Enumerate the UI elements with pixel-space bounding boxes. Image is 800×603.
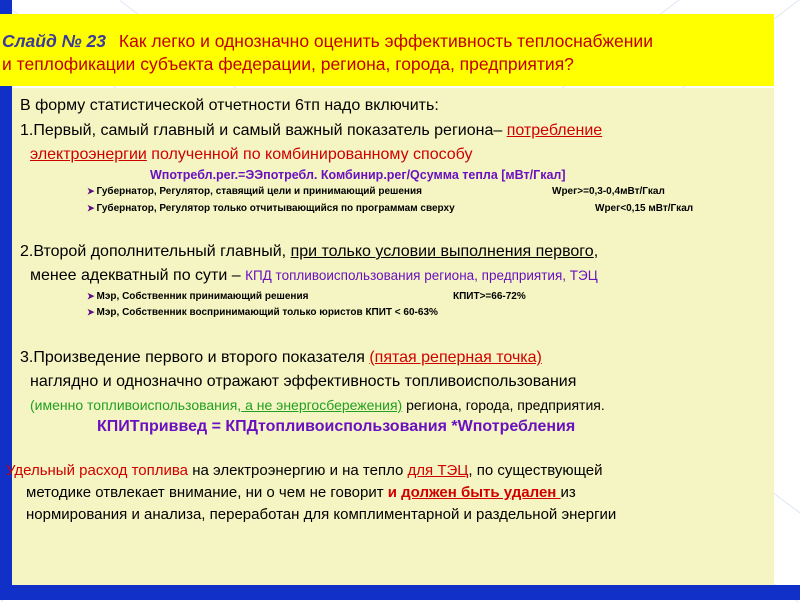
point-4-line-2: [26, 484, 576, 501]
p1-highlight: потребление: [506, 122, 603, 139]
p3-text-3: региона, города, предприятия.: [402, 397, 605, 413]
point-1-line-2: [30, 146, 472, 164]
p2-bullet-2-text: Мэр, Собственник воспринимающий только юристов КПИТ < 60-63%: [96, 307, 438, 318]
title-line-1: [2, 31, 653, 52]
point-4-line-1: [6, 462, 603, 479]
p2-highlight: КПД топливоиспользования региона, предприятия, ТЭЦ: [245, 268, 598, 283]
p1-text-2: полученной по комбинированному способу: [146, 146, 473, 163]
p1-bullet-1: [87, 186, 422, 197]
p1-highlight-2: электроэнергии: [30, 146, 147, 163]
p4-highlight: должен быть удален: [401, 484, 561, 501]
bullet-arrow-icon: ➤: [87, 186, 95, 196]
bullet-arrow-icon: ➤: [87, 291, 95, 301]
point-1-line-1: [20, 122, 602, 140]
p1-bullet-1-value: Wрег>=0,3-0,4мВт/Гкал: [552, 186, 665, 197]
point-3-line-1: [20, 349, 542, 367]
p1-text: 1.Первый, самый главный и самый важный показатель региона–: [20, 122, 507, 139]
p3-highlight: (пятая реперная точка): [369, 349, 542, 366]
content-panel: [6, 88, 774, 585]
p2-bullet-1-text: Мэр, Собственник принимающий решения: [96, 291, 309, 302]
p4-underlined: для ТЭЦ: [407, 462, 469, 479]
p4-text-3: методике отвлекает внимание, ни о чем не говорит: [26, 484, 388, 501]
point-2-line-2: [30, 267, 598, 285]
title-banner: [0, 14, 774, 86]
title-text-1: Как легко и однозначно оценить эффективность теплоснабжении: [118, 31, 653, 51]
p4-text-2: , по существующей: [468, 462, 603, 479]
p3-text: 3.Произведение первого и второго показателя: [20, 349, 370, 366]
title-line-2: и теплофикации субъекта федерации, региона, города, предприятия?: [2, 54, 574, 74]
slide-number: Слайд № 23: [2, 31, 107, 51]
p1-bullet-2-value: Wрег<0,15 мВт/Гкал: [595, 203, 694, 214]
left-accent-bar: [0, 0, 12, 585]
p1-bullet-2-text: Губернатор, Регулятор только отчитывающийся по программам сверху: [96, 203, 455, 214]
p2-text: 2.Второй дополнительный главный,: [20, 243, 291, 260]
p1-bullet-2: [87, 203, 455, 214]
p4-text: на электроэнергию и на тепло: [188, 462, 408, 479]
point-3-line-3: [30, 397, 605, 413]
bullet-arrow-icon: ➤: [87, 307, 95, 317]
p4-text-4: из: [560, 484, 576, 501]
bullet-arrow-icon: ➤: [87, 203, 95, 213]
point-2-line-1: [20, 243, 598, 261]
p3-green-underlined: а не энергосбережения): [241, 397, 403, 413]
p1-bullet-1-text: Губернатор, Регулятор, ставящий цели и принимающий решения: [96, 186, 422, 197]
point-3-line-2: наглядно и однозначно отражают эффективность топливоиспользования: [30, 373, 577, 390]
p3-formula: КПИТприввед = КПДтопливоиспользования *Wпотребления: [97, 418, 576, 435]
p3-green-text: (именно топливоиспользования,: [30, 397, 242, 413]
p2-comma: ,: [593, 243, 599, 260]
point-4-line-3: нормирования и анализа, переработан для комплиментарной и раздельной энергии: [26, 506, 617, 523]
intro-text: В форму статистической отчетности 6тп надо включить:: [20, 97, 439, 114]
p2-text-2: менее адекватный по сути –: [30, 267, 246, 284]
p1-formula: Wпотребл.рег.=ЭЭпотребл. Комбинир.рег/Qсумма тепла [мВт/Гкал]: [150, 168, 566, 182]
p2-bullet-2: [87, 307, 438, 318]
p2-underlined: при только условии выполнения первого: [290, 243, 594, 260]
p2-bullet-1: [87, 291, 308, 302]
p2-bullet-1-value: КПИТ>=66-72%: [453, 291, 526, 302]
p4-red-text: Удельный расход топлива: [6, 462, 189, 479]
p4-red-and: и: [387, 484, 402, 501]
bottom-accent-bar: [0, 585, 800, 600]
